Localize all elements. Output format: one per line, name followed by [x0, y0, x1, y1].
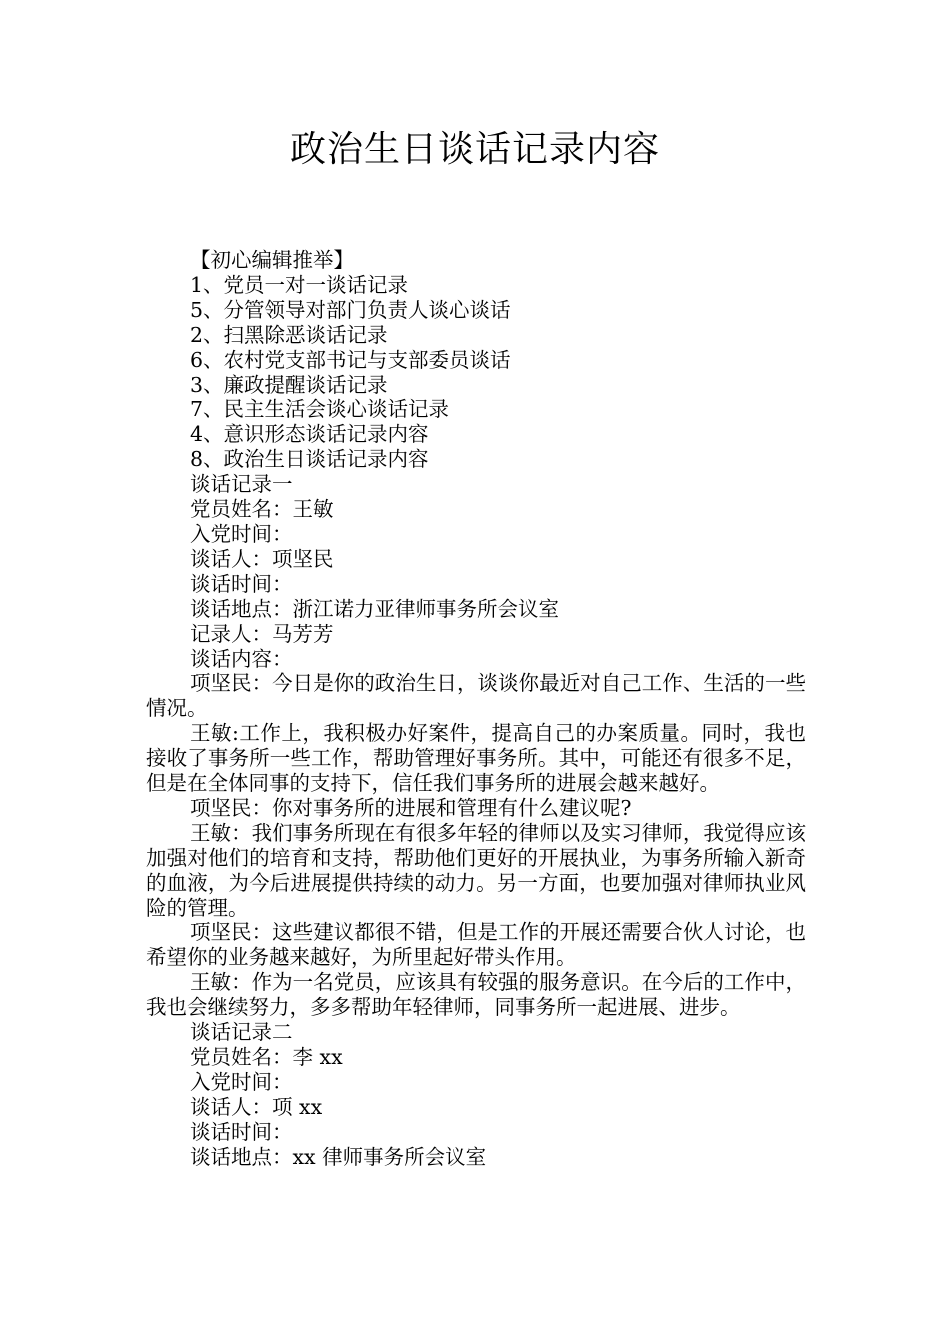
recommend-item: 7、民主生活会谈心谈话记录 — [190, 397, 450, 422]
record1-place: 谈话地点：浙江诺力亚律师事务所会议室 — [190, 596, 559, 621]
record1-join-time: 入党时间： — [190, 521, 293, 546]
record2-heading: 谈话记录二 — [190, 1020, 293, 1045]
record2-talker: 谈话人：项 xx — [190, 1094, 323, 1119]
record1-heading: 谈话记录一 — [190, 472, 293, 497]
recommend-item: 4、意识形态谈话记录内容 — [190, 422, 429, 447]
dialogue-paragraph: 王敏：我们事务所现在有很多年轻的律师以及实习律师，我觉得应该加强对他们的培育和支持，帮助他们更好的开展执业，为事务所输入新奇的血液，为今后进展提供持续的动力。另一方面，也要加强对律师执业风险的管理。 — [146, 820, 806, 920]
recommend-heading: 【初心编辑推举】 — [190, 248, 354, 272]
dialogue-paragraph: 王敏:工作上，我积极办好案件，提高自己的办案质量。同时，我也接收了事务所一些工作，帮助管理好事务所。其中，可能还有很多不足，但是在全体同事的支持下，信任我们事务所的进展会越来越好。 — [146, 721, 806, 796]
recommend-item: 5、分管领导对部门负责人谈心谈话 — [190, 297, 511, 322]
recommend-item: 8、政治生日谈话记录内容 — [190, 447, 429, 472]
document-body — [146, 248, 806, 1170]
record1-content-label: 谈话内容： — [190, 646, 293, 671]
document-title: 政治生日谈话记录内容 — [289, 129, 660, 170]
recommend-item: 6、农村党支部书记与支部委员谈话 — [190, 347, 511, 372]
record2-member: 党员姓名：李 xx — [190, 1045, 343, 1069]
recommend-item: 3、廉政提醒谈话记录 — [190, 372, 388, 397]
record2-place: 谈话地点：xx 律师事务所会议室 — [190, 1144, 487, 1169]
recommend-item: 2、扫黑除恶谈话记录 — [190, 322, 388, 347]
record2-join-time: 入党时间： — [190, 1069, 293, 1094]
dialogue-paragraph: 项坚民：这些建议都很不错，但是工作的开展还需要合伙人讨论，也希望你的业务越来越好，为所里起好带头作用。 — [146, 920, 806, 970]
dialogue-paragraph: 项坚民：你对事务所的进展和管理有什么建议呢? — [190, 795, 632, 820]
dialogue-paragraph: 项坚民：今日是你的政治生日，谈谈你最近对自己工作、生活的一些情况。 — [146, 671, 806, 721]
record1-member: 党员姓名：王敏 — [190, 497, 334, 522]
record1-recorder: 记录人：马芳芳 — [190, 621, 334, 646]
dialogue-paragraph: 王敏：作为一名党员，应该具有较强的服务意识。在今后的工作中，我也会继续努力，多多帮助年轻律师，同事务所一起进展、进步。 — [146, 970, 806, 1020]
record1-time: 谈话时间： — [190, 571, 293, 596]
recommend-item: 1、党员一对一谈话记录 — [190, 272, 409, 297]
record1-talker: 谈话人：项坚民 — [190, 546, 334, 571]
record2-time: 谈话时间： — [190, 1119, 293, 1144]
